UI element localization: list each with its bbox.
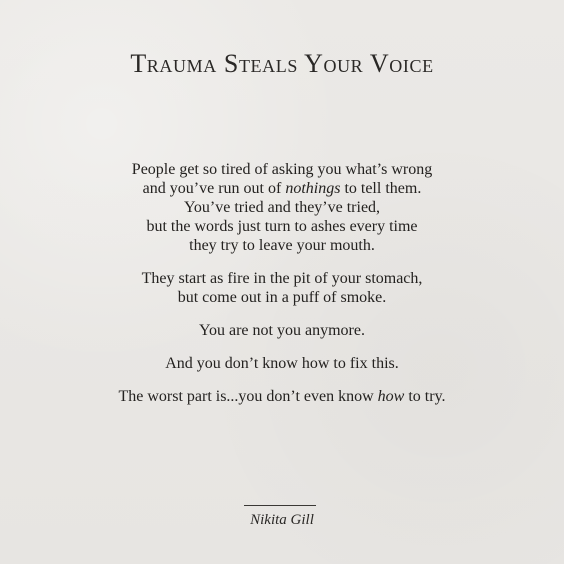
poem-title: Trauma Steals Your Voice xyxy=(130,49,434,78)
stanza-5 xyxy=(0,387,564,406)
stanza-2-line-2: but come out in a puff of smoke. xyxy=(177,289,387,306)
stanza-1-line-1: People get so tired of asking you what’s wrong xyxy=(131,161,433,178)
author-divider xyxy=(244,505,316,506)
stanza-1-line-4: but the words just turn to ashes every time xyxy=(146,218,418,235)
stanza-1-line-2-pre: and you’ve run out of xyxy=(142,180,286,197)
stanza-3 xyxy=(0,321,564,340)
stanza-1 xyxy=(0,160,564,255)
stanza-5-line-1-post: to try. xyxy=(404,388,446,405)
author-name: Nikita Gill xyxy=(250,512,314,528)
stanza-1-line-2-emphasis: nothings xyxy=(285,180,341,197)
stanza-5-line-1-emphasis: how xyxy=(377,388,405,405)
stanza-5-line-1-pre: The worst part is...you don’t even know xyxy=(118,388,378,405)
stanza-3-line-1: You are not you anymore. xyxy=(199,322,365,339)
stanza-2-line-1: They start as fire in the pit of your stomach, xyxy=(141,270,423,287)
stanza-1-line-2 xyxy=(0,179,564,198)
stanza-4-line-1: And you don’t know how to fix this. xyxy=(165,355,399,372)
stanza-1-line-5: they try to leave your mouth. xyxy=(189,237,375,254)
poem-body xyxy=(0,160,564,420)
stanza-2 xyxy=(0,269,564,307)
stanza-1-line-2-post: to tell them. xyxy=(340,180,422,197)
stanza-1-line-3: You’ve tried and they’ve tried, xyxy=(183,199,381,216)
stanza-5-line-1 xyxy=(0,387,564,406)
stanza-4 xyxy=(0,354,564,373)
